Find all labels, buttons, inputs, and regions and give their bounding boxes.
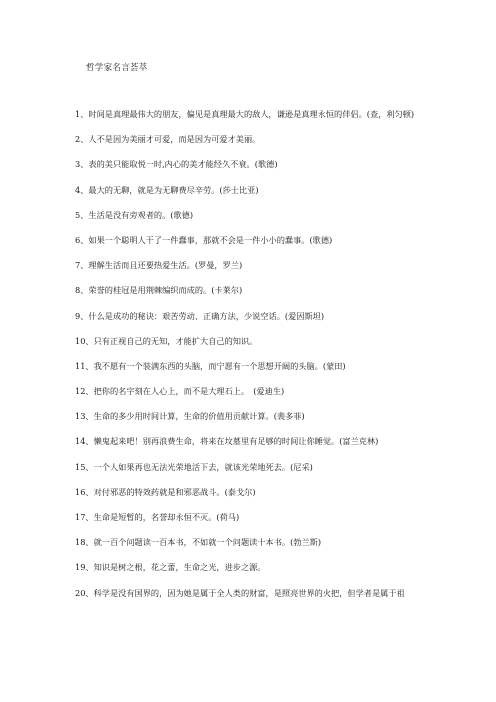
list-item: 7、理解生活而且还要热爱生活。(罗曼，罗兰) xyxy=(75,260,243,271)
list-item: 1、时间是真理最伟大的朋友，偏见是真理最大的敌人，谦逊是真理永恒的伴侣。(查，利匀顿) xyxy=(75,109,415,119)
list-item: 3、表的美只能取悦一时,内心的美才能经久不衰。(歌德) xyxy=(75,159,278,170)
list-item: 12、把你的名字刻在人心上，而不是大理石上。 (爱迪生) xyxy=(75,386,285,397)
list-item: 5、生活是没有旁观者的。(歌德) xyxy=(75,209,194,220)
list-item: 14、懒鬼起来吧！别再浪费生命，将来在坟墓里有足够的时间让你睡觉。(富兰克林) xyxy=(75,436,379,447)
list-item: 6、如果一个聪明人干了一件蠢事，那就不会是一件小小的蠢事。(歌德) xyxy=(75,234,333,245)
list-item: 4、最大的无聊，就是为无聊费尽辛劳。(莎士比亚) xyxy=(75,184,259,195)
list-item: 17、生命是短暂的，名誉却永恒不灭。(荷马) xyxy=(75,512,240,522)
list-item: 18、就一百个问题读一百本书，不如就一个问题读十本书。(勃兰斯) xyxy=(75,537,322,548)
quote-list xyxy=(75,108,421,612)
list-item: 13、生命的多少用时间计算，生命的价值用贡献计算。(裴多菲) xyxy=(75,411,305,422)
list-item: 10、只有正视自己的无知，才能扩大自己的知识。 xyxy=(75,335,258,346)
list-item: 9、什么是成功的秘诀：艰苦劳动、正确方法，少说空话。(爱因斯坦) xyxy=(75,310,325,321)
list-item: 15、一个人如果再也无法光荣地活下去，就该光荣地死去。(尼采) xyxy=(75,461,313,472)
page-title: 哲学家名言荟萃 xyxy=(86,63,148,73)
list-item: 11、我不愿有一个装满东西的头脑，而宁愿有一个思想开阔的头脑。(蒙田) xyxy=(75,360,346,371)
list-item: 16、对付邪恶的特效药就是和邪恶战斗。(泰戈尔) xyxy=(75,486,256,497)
list-item: 8、荣誉的桂冠是用荆棘编织而成的。(卡莱尔) xyxy=(75,285,243,296)
list-item: 2、人不是因为美丽才可爱，而是因为可爱才美丽。 xyxy=(75,134,261,145)
list-item: 19、知识是树之根，花之蕾，生命之光，进步之源。 xyxy=(75,562,266,573)
list-item: 20、科学是没有国界的，因为她是属于全人类的财富，是照亮世界的火把，但学者是属于祖 xyxy=(75,587,405,598)
